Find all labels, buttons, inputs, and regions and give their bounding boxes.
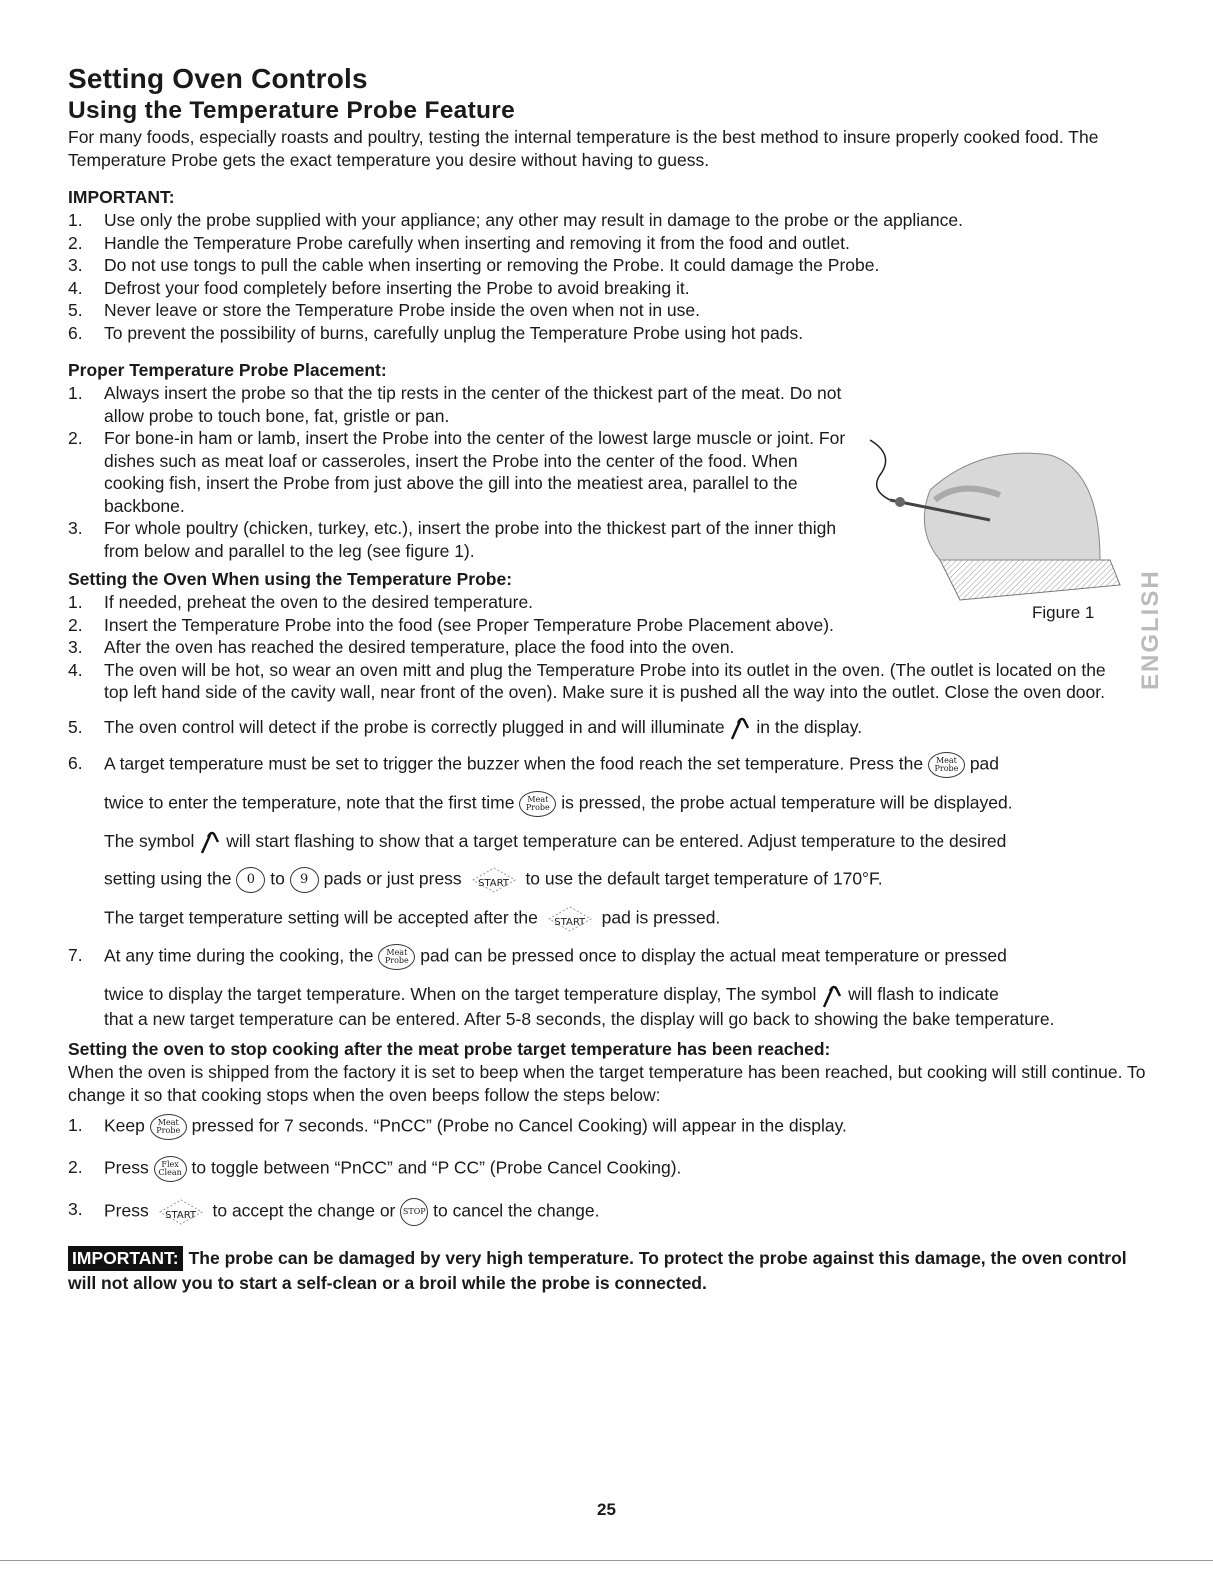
probe-icon [729, 716, 751, 740]
list-item [68, 299, 1148, 322]
list-text: Always insert the probe so that the tip rests in the center of the thickest part of the meat. Do not allow probe to touch bone, fat, gristle or pan. [104, 383, 842, 426]
list-item [68, 322, 1148, 345]
list-item: 3. After the oven has reached the desired temperature, place the food into the oven. [68, 637, 735, 657]
stop-cooking-list [68, 1114, 1148, 1226]
meat-probe-button-icon: Meat Probe [928, 752, 965, 778]
digit-0-button-icon: 0 [236, 867, 265, 893]
setting-list [68, 591, 1148, 1030]
probe-icon [821, 984, 843, 1008]
list-item: 4. The oven will be hot, so wear an oven mitt and plug the Temperature Probe into its outlet in the oven. (The outlet is located on the top left hand side of the cavity wall, near front of the oven). Make sure it is pushed all the way into the outlet. Close the oven door. [68, 659, 1106, 702]
probe-in-poultry-illustration [800, 360, 1130, 620]
list-item: 5. The oven control will detect if the probe is correctly plugged in and will illuminate in the display. [68, 716, 1148, 740]
list-item [68, 517, 854, 562]
stop-button-icon: STOP [400, 1198, 428, 1226]
list-item [68, 209, 1148, 232]
stop-cooking-intro: When the oven is shipped from the factory it is set to beep when the target temperature has been reached, but cooking will still continue. To change it so that cooking stops when the oven beeps follow the steps below: [68, 1062, 1146, 1105]
meat-probe-button-icon: Meat Probe [150, 1114, 187, 1140]
list-item [68, 232, 1148, 255]
warning-note: IMPORTANT: The probe can be damaged by very high temperature. To protect the probe against this damage, the oven control will not allow you to start a self-clean or a broil while the probe is connected. [68, 1248, 1127, 1294]
list-text: For bone-in ham or lamb, insert the Probe into the center of the lowest large muscle or joint. For dishes such as meat loaf or casseroles, insert the Probe into the center of the food. When cooking fish, insert the Probe from just above the gill into the meatiest area, parallel to the backbone. [104, 428, 846, 516]
list-text: Do not use tongs to pull the cable when inserting or removing the Probe. It could damage the Probe. [104, 255, 880, 275]
list-text: To prevent the possibility of burns, carefully unplug the Temperature Probe using hot pads. [104, 322, 804, 343]
manual-page [68, 62, 1148, 1296]
list-item: 2. Insert the Temperature Probe into the food (see Proper Temperature Probe Placement above). [68, 614, 834, 635]
placement-heading: Proper Temperature Probe Placement: [68, 360, 387, 380]
list-item: 6. A target temperature must be set to trigger the buzzer when the food reach the set temperature. Press the Meat Probe pad twice to enter the temperature, note that the first time Meat Probe is pressed, the probe actual temperature will be displayed. The symbol will start flashing to show that a target temperature can be entered. Adjust temperature to the desired setting using the 0 to 9 pads or just press START to use the default target temperature of 170°F. The target temperature setting will be accepted after the START pad is pressed. [68, 752, 1148, 932]
list-number: 3. [68, 255, 83, 275]
list-item: 1. If needed, preheat the oven to the desired temperature. [68, 592, 534, 612]
list-item: 2. Press Flex Clean to toggle between “PnCC” and “P CC” (Probe Cancel Cooking). [68, 1156, 1148, 1182]
list-number: 2. [68, 232, 83, 253]
stop-cooking-heading: Setting the oven to stop cooking after the meat probe target temperature has been reached: [68, 1039, 831, 1060]
page-bottom-rule [0, 1560, 1213, 1561]
list-text: Never leave or store the Temperature Probe inside the oven when not in use. [104, 300, 700, 320]
meat-probe-button-icon: Meat Probe [519, 791, 556, 817]
flex-clean-button-icon: Flex Clean [154, 1156, 187, 1182]
list-item [68, 277, 1148, 300]
list-number: 1. [68, 210, 83, 230]
language-side-tab: ENGLISH [1137, 569, 1164, 690]
start-button-icon: START [154, 1199, 208, 1225]
page-title: Setting Oven Controls [68, 63, 368, 94]
list-number: 4. [68, 277, 83, 298]
list-text: Handle the Temperature Probe carefully when inserting and removing it from the food and outlet. [104, 232, 850, 253]
list-item [68, 382, 854, 427]
list-item: 1. Keep Meat Probe pressed for 7 seconds. “PnCC” (Probe no Cancel Cooking) will appear in the display. [68, 1114, 1148, 1140]
list-text: Defrost your food completely before inserting the Probe to avoid breaking it. [104, 277, 690, 298]
list-item [68, 254, 1148, 277]
start-button-icon: START [543, 906, 597, 932]
digit-9-button-icon: 9 [290, 867, 319, 893]
setting-heading: Setting the Oven When using the Temperature Probe: [68, 569, 513, 589]
list-number: 1. [68, 383, 83, 403]
intro-paragraph: For many foods, especially roasts and poultry, testing the internal temperature is the best method to insure properly cooked food. The Temperature Probe gets the exact temperature you desire without having to guess. [68, 127, 1099, 170]
list-item: 3. Press START to accept the change or STOP to cancel the change. [68, 1198, 1148, 1226]
list-number: 2. [68, 428, 83, 448]
important-heading: IMPORTANT: [68, 187, 175, 207]
start-button-icon: START [467, 867, 521, 893]
list-item: 7. At any time during the cooking, the Meat Probe pad can be pressed once to display the actual meat temperature or pressed twice to display the target temperature. When on the target temperature display, The symbol will flash to indicate that a new target temperature can be entered. After 5-8 seconds, the display will go back to showing the bake temperature. [68, 945, 1055, 1029]
list-number: 3. [68, 518, 83, 538]
important-list [68, 209, 1148, 344]
list-text: Use only the probe supplied with your appliance; any other may result in damage to the probe or the appliance. [104, 210, 963, 230]
section-title: Using the Temperature Probe Feature [68, 97, 516, 124]
list-number: 5. [68, 300, 83, 320]
meat-probe-button-icon: Meat Probe [378, 944, 415, 970]
probe-icon [199, 830, 221, 854]
list-item [68, 427, 854, 517]
page-number: 25 [597, 1500, 616, 1519]
warning-label: IMPORTANT: [68, 1246, 183, 1271]
list-number: 6. [68, 322, 83, 343]
list-text: For whole poultry (chicken, turkey, etc.), insert the probe into the thickest part of the inner thigh from below and parallel to the leg (see figure 1). [104, 518, 837, 561]
figure-caption: Figure 1 [1032, 603, 1095, 622]
